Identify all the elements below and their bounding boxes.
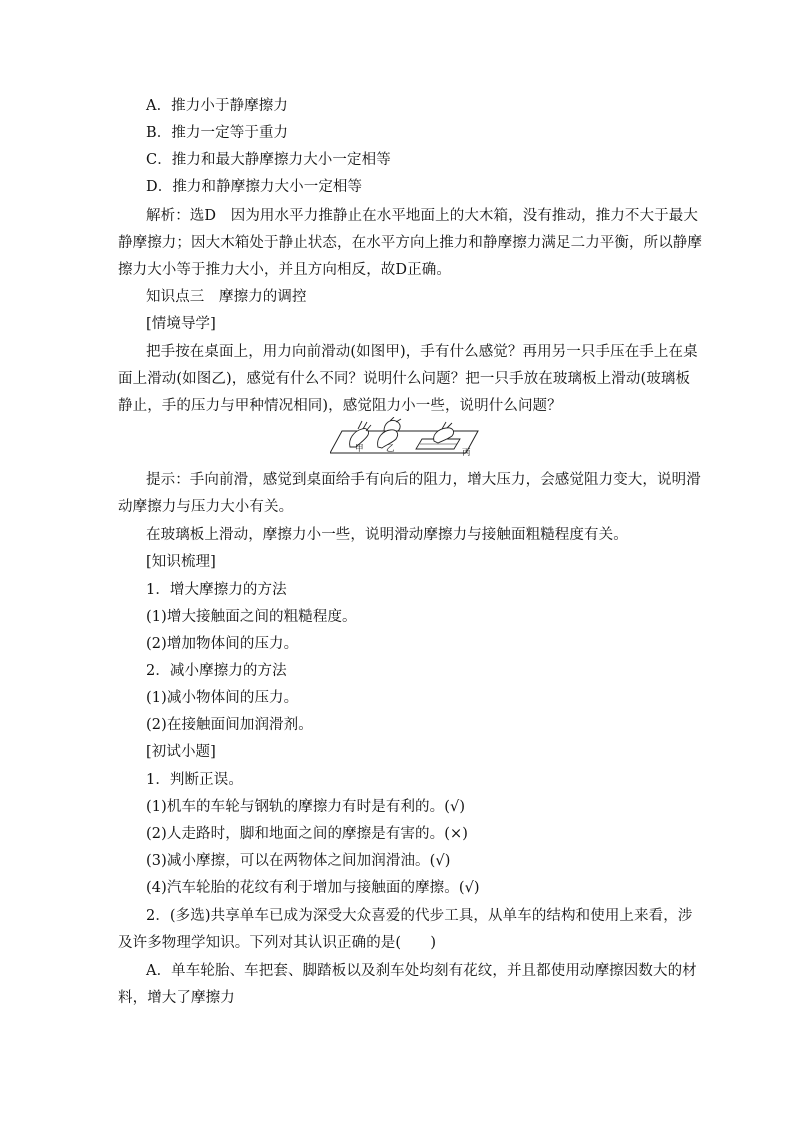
situation-line-1: 把手按在桌面上，用力向前滑动(如图甲)，手有什么感觉？再用另一只手压在手上在桌: [146, 344, 698, 360]
analysis-line-3: 擦力大小等于推力大小，并且方向相反，故D正确。: [118, 262, 451, 278]
knowledge-item-3: (2)增加物体间的压力。: [146, 636, 299, 652]
option2-a-line-2: 料，增大了摩擦力: [118, 990, 235, 1006]
figure-label-bing: 丙: [462, 448, 471, 457]
hands-on-table-figure: [330, 417, 480, 457]
hint-line-2: 动摩擦力与压力大小有关。: [118, 499, 294, 515]
section-title: 知识点三 摩擦力的调控: [146, 289, 307, 305]
knowledge-item-1: 1．增大摩擦力的方法: [146, 582, 287, 598]
option2-a-line-1: A．单车轮胎、车把套、脚踏板以及刹车处均刻有花纹，并且都使用动摩擦因数大的材: [146, 963, 697, 979]
question2-line-2: 及许多物理学知识。下列对其认识正确的是( ): [118, 935, 437, 951]
option-c: C．推力和最大静摩擦力大小一定相等: [146, 152, 391, 168]
knowledge-item-2: (1)增大接触面之间的粗糙程度。: [146, 609, 357, 625]
knowledge-item-5: (1)减小物体间的压力。: [146, 690, 299, 706]
situation-line-2: 面上滑动(如图乙)，感觉有什么不同？说明什么问题？把一只手放在玻璃板上滑动(玻璃板: [118, 371, 691, 387]
knowledge-heading: [知识梳理]: [146, 554, 216, 570]
analysis-line-1: 解析：选D 因为用水平力推静止在水平地面上的大木箱，没有推动，推力不大于最大: [146, 208, 698, 224]
analysis-line-2: 静摩擦力；因大木箱处于静止状态，在水平方向上推力和静摩擦力满足二力平衡，所以静摩: [118, 235, 702, 251]
trial-item-2: (1)机车的车轮与钢轨的摩擦力有时是有利的。(√): [146, 799, 466, 815]
situation-heading: [情境导学]: [146, 316, 216, 332]
trial-item-1: 1．判断正误。: [146, 772, 243, 788]
figure-label-jia: 甲: [355, 444, 364, 454]
hint-line-1: 提示：手向前滑，感觉到桌面给手有向后的阻力，增大压力，会感觉阻力变大，说明滑: [146, 472, 701, 488]
trial-item-3: (2)人走路时，脚和地面之间的摩擦是有害的。(×): [146, 826, 469, 842]
hint-line-3: 在玻璃板上滑动，摩擦力小一些，说明滑动摩擦力与接触面粗糙程度有关。: [146, 527, 628, 543]
question2-line-1: 2．(多选)共享单车已成为深受大众喜爱的代步工具，从单车的结构和使用上来看，涉: [146, 908, 693, 924]
option-d: D．推力和静摩擦力大小一定相等: [146, 179, 363, 195]
knowledge-item-6: (2)在接触面间加润滑剂。: [146, 717, 313, 733]
trial-item-5: (4)汽车轮胎的花纹有利于增加与接触面的摩擦。(√): [146, 880, 480, 896]
option-a: A．推力小于静摩擦力: [146, 98, 288, 114]
option-b: B．推力一定等于重力: [146, 125, 289, 141]
trial-item-4: (3)减小摩擦，可以在两物体之间加润滑油。(√): [146, 853, 451, 869]
situation-line-3: 静止，手的压力与甲种情况相同)，感觉阻力小一些，说明什么问题？: [118, 398, 562, 414]
trial-heading: [初试小题]: [146, 744, 216, 760]
knowledge-item-4: 2．减小摩擦力的方法: [146, 663, 287, 679]
figure-label-yi: 乙: [386, 444, 395, 454]
